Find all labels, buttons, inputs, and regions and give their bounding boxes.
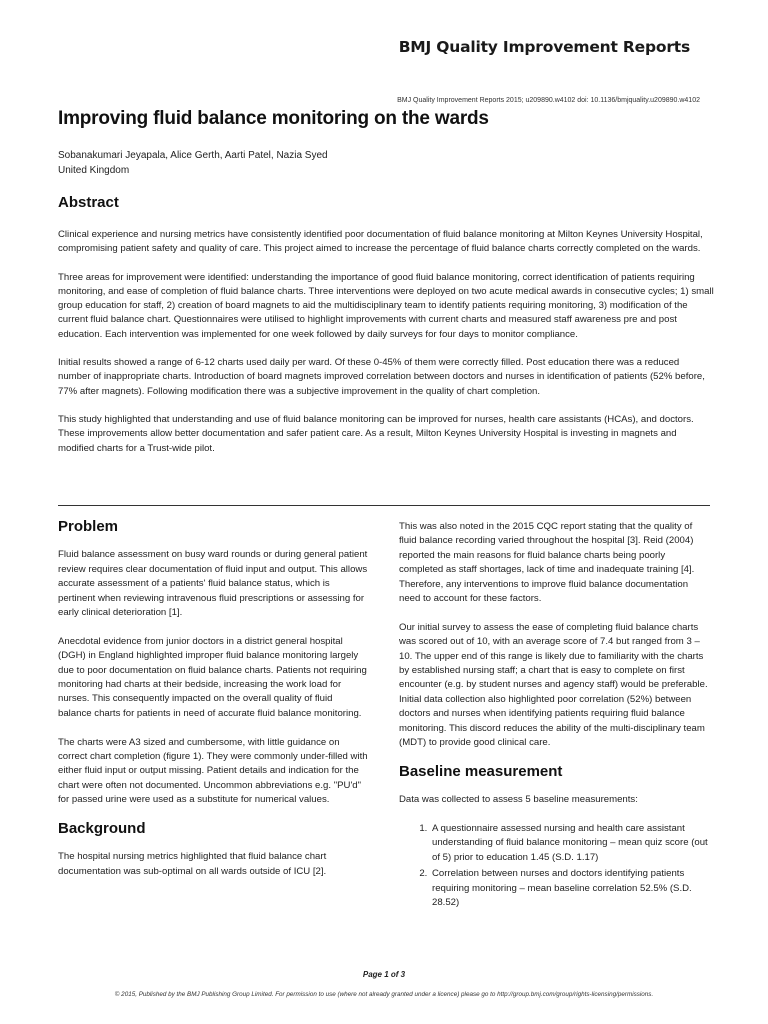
problem-paragraph: Anecdotal evidence from junior doctors in a district general hospital (DGH) in England highlighted improper fluid balance monitoring largely due to poor documentation on fluid balance charts. Patients not requiring monitoring had charts at their bedside, increasing the work load for nurses. This consequently impacted on the overall quality of fluid balance charts for patients in need of accurate fluid balance monitoring. [58,635,367,719]
author-block [58,148,328,178]
background-paragraph: The hospital nursing metrics highlighted that fluid balance chart documentation was sub-optimal on all wards outside of ICU [2]. [58,851,327,877]
author-country: United Kingdom [58,165,130,176]
right-column [399,520,711,913]
left-column [58,520,368,894]
section-divider [58,505,710,506]
journal-name: BMJ Quality Improvement Reports [398,38,690,56]
problem-paragraph: Fluid balance assessment on busy ward rounds or during general patient review requires clear documentation of fluid input and output. This allows accurate assessment of a patients' fluid balance status, which is pertinent when reviewing intravenous fluid prescriptions or assessing for early clinical deterioration [1]. [58,549,368,619]
list-item: 2. Correlation between nurses and doctors identifying patients requiring monitoring – mean baseline correlation 52.5% (S.D. 28.52) [430,867,711,910]
abstract-paragraph: Initial results showed a range of 6-12 charts used daily per ward. Of these 0-45% of them were correctly filled. Post education there was a reduced number of inappropriate charts. Introduction of board magnets improved correlation between doctors and nurses in identification of patients (52% before, 77% after magnets). Following modification there was a subjective improvement in the quality of chart completion. [58,357,705,397]
baseline-list [399,822,711,910]
abstract-paragraph: Three areas for improvement were identified: understanding the importance of good fluid balance monitoring, correct identification of patients requiring monitoring, and ease of completion of fluid balance charts. Three interventions were deployed on two acute medical awards in consecutive cycles; 1) small group education for staff, 2) creation of board magnets to aid the multidisciplinary team to identify patients requiring monitoring, 3) modification of the current fluid balance chart. Questionnaires were utilised to highlight improvements with current charts and measured staff awareness pre and post education. Each intervention was implemented for one week followed by daily surveys for four days to monitor compliance. [58,271,714,340]
baseline-heading: Baseline measurement [399,762,563,780]
copyright-notice: © 2015, Published by the BMJ Publishing Group Limited. For permission to use (where not already granted under a licence) please go to http://group.bmj.com/group/rights-licensing/permissions. [114,991,654,998]
problem-paragraph: The charts were A3 sized and cumbersome, with little guidance on correct chart completion (figure 1). They were commonly under-filled with either fluid input or output missing. Patient details and indication for the chart were often not documented. Uncommon abbreviations e.g. "PU'd" for passed urine were used as a substitute for numerical values. [58,736,368,806]
body-paragraph: Our initial survey to assess the ease of completing fluid balance charts was scored out of 10, with an average score of 7.4 but ranged from 3 – 10. The upper end of this range is likely due to familiarity with the charts by established nursing staff; a chart that is easy to complete on first encounter (e.g. by student nurses and agency staff) would be preferable. Initial data collection also highlighted poor correlation (52%) between doctors and nurses when identifying patients requiring fluid balance monitoring. This discord reduces the ability of the multi-disciplinary team (MDT) to provide good clinical care. [399,621,708,749]
abstract-body [58,228,714,470]
author-list: Sobanakumari Jeyapala, Alice Gerth, Aarti Patel, Nazia Syed [58,150,328,161]
baseline-intro: Data was collected to assess 5 baseline measurements: [399,794,638,806]
article-title: Improving fluid balance monitoring on the wards [58,108,489,129]
citation-line: BMJ Quality Improvement Reports 2015; u209890.w4102 doi: 10.1136/bmjquality.u209890.w4102 [397,97,700,104]
abstract-paragraph: This study highlighted that understanding and use of fluid balance monitoring can be improved for nurses, health care assistants (HCAs), and doctors. These improvements allow better documentation and safer patient care. As a result, Milton Keynes University Hospital is investing in magnets and modified charts for a Trust-wide pilot. [58,414,694,454]
body-paragraph: This was also noted in the 2015 CQC report stating that the quality of fluid balance recording varied throughout the hospital [3]. Reid (2004) reported the main reasons for fluid balance charts being poorly completed as staff shortages, lack of time and inadequate training [4]. Therefore, any interventions to improve fluid balance documentation need to account for these factors. [399,521,695,605]
background-heading: Background [58,820,146,838]
problem-heading: Problem [58,518,119,535]
abstract-paragraph: Clinical experience and nursing metrics have consistently identified poor documentation of fluid balance monitoring at Milton Keynes University Hospital, compromising patient safety and quality of care. This project aimed to increase the percentage of fluid balance charts correctly completed on the wards. [58,229,703,255]
abstract-heading: Abstract [58,194,119,211]
page-number: Page 1 of 3 [362,970,406,979]
list-item: 1. A questionnaire assessed nursing and health care assistant understanding of fluid balance monitoring – mean quiz score (out of 5) prior to education 1.45 (S.D. 1.17) [430,822,711,865]
